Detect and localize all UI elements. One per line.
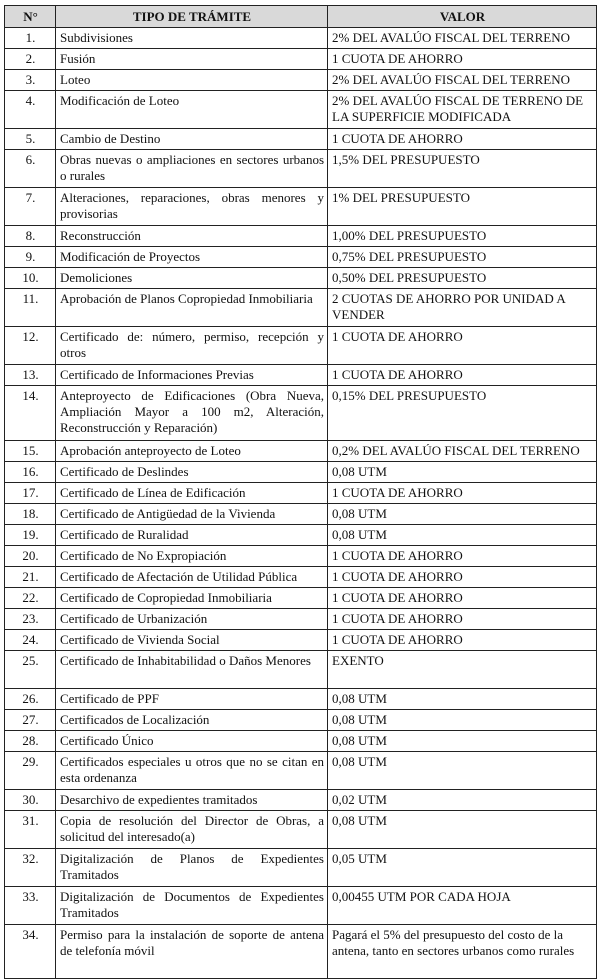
row-valor: 0,08 UTM	[328, 689, 597, 710]
row-number: 26.	[5, 689, 56, 710]
table-row	[5, 49, 597, 70]
table-row	[5, 91, 597, 129]
row-tipo-tramite: Modificación de Proyectos	[56, 247, 328, 268]
row-valor: 2% DEL AVALÚO FISCAL DEL TERRENO	[328, 28, 597, 49]
row-tipo-tramite: Certificado de Copropiedad Inmobiliaria	[56, 588, 328, 609]
row-number: 33.	[5, 887, 56, 925]
row-number: 12.	[5, 327, 56, 365]
table-row	[5, 731, 597, 752]
row-number: 3.	[5, 70, 56, 91]
row-number: 23.	[5, 609, 56, 630]
table-row	[5, 247, 597, 268]
row-number: 5.	[5, 129, 56, 150]
row-valor: 1,00% DEL PRESUPUESTO	[328, 226, 597, 247]
row-valor: 1 CUOTA DE AHORRO	[328, 567, 597, 588]
table-row	[5, 790, 597, 811]
row-number: 25.	[5, 651, 56, 689]
table-row	[5, 289, 597, 327]
row-valor: 0,08 UTM	[328, 504, 597, 525]
row-tipo-tramite: Certificado de Inhabitabilidad o Daños Menores	[56, 651, 328, 689]
table-row	[5, 365, 597, 386]
table-row	[5, 28, 597, 49]
table-row	[5, 710, 597, 731]
row-number: 14.	[5, 386, 56, 441]
table-row	[5, 226, 597, 247]
table-body	[5, 28, 597, 979]
table-row	[5, 752, 597, 790]
row-number: 30.	[5, 790, 56, 811]
table-row	[5, 268, 597, 289]
row-valor: 1,5% DEL PRESUPUESTO	[328, 150, 597, 188]
table-row	[5, 546, 597, 567]
row-tipo-tramite: Copia de resolución del Director de Obras, a solicitud del interesado(a)	[56, 811, 328, 849]
row-number: 9.	[5, 247, 56, 268]
row-tipo-tramite: Certificado de PPF	[56, 689, 328, 710]
table-row	[5, 567, 597, 588]
column-header-num: N°	[5, 6, 56, 28]
table-row	[5, 441, 597, 462]
row-valor: 1 CUOTA DE AHORRO	[328, 588, 597, 609]
table-row	[5, 504, 597, 525]
row-number: 16.	[5, 462, 56, 483]
row-number: 31.	[5, 811, 56, 849]
row-valor: 0,15% DEL PRESUPUESTO	[328, 386, 597, 441]
row-number: 28.	[5, 731, 56, 752]
row-valor: 0,08 UTM	[328, 525, 597, 546]
row-number: 6.	[5, 150, 56, 188]
row-tipo-tramite: Aprobación anteproyecto de Loteo	[56, 441, 328, 462]
row-number: 2.	[5, 49, 56, 70]
column-header-valor: VALOR	[328, 6, 597, 28]
table-row	[5, 849, 597, 887]
table-row	[5, 651, 597, 689]
fees-table	[4, 5, 597, 979]
table-row	[5, 630, 597, 651]
table-row	[5, 386, 597, 441]
row-number: 34.	[5, 925, 56, 979]
row-tipo-tramite: Modificación de Loteo	[56, 91, 328, 129]
header-row	[5, 6, 597, 28]
row-valor: 1 CUOTA DE AHORRO	[328, 609, 597, 630]
row-valor: Pagará el 5% del presupuesto del costo de la antena, tanto en sectores urbanos como rurales	[328, 925, 597, 979]
row-tipo-tramite: Loteo	[56, 70, 328, 91]
row-tipo-tramite: Subdivisiones	[56, 28, 328, 49]
row-valor: 2% DEL AVALÚO FISCAL DEL TERRENO	[328, 70, 597, 91]
row-tipo-tramite: Desarchivo de expedientes tramitados	[56, 790, 328, 811]
row-valor: 1 CUOTA DE AHORRO	[328, 546, 597, 567]
row-number: 10.	[5, 268, 56, 289]
table-row	[5, 925, 597, 979]
row-number: 20.	[5, 546, 56, 567]
row-valor: 2% DEL AVALÚO FISCAL DE TERRENO DE LA SUPERFICIE MODIFICADA	[328, 91, 597, 129]
row-number: 19.	[5, 525, 56, 546]
row-tipo-tramite: Certificado de Línea de Edificación	[56, 483, 328, 504]
table-row	[5, 811, 597, 849]
row-tipo-tramite: Cambio de Destino	[56, 129, 328, 150]
row-number: 18.	[5, 504, 56, 525]
row-valor: 0,50% DEL PRESUPUESTO	[328, 268, 597, 289]
row-tipo-tramite: Obras nuevas o ampliaciones en sectores urbanos o rurales	[56, 150, 328, 188]
row-valor: 1 CUOTA DE AHORRO	[328, 49, 597, 70]
row-valor: 0,75% DEL PRESUPUESTO	[328, 247, 597, 268]
row-number: 11.	[5, 289, 56, 327]
row-tipo-tramite: Aprobación de Planos Copropiedad Inmobiliaria	[56, 289, 328, 327]
table-row	[5, 129, 597, 150]
row-number: 17.	[5, 483, 56, 504]
row-valor: 1 CUOTA DE AHORRO	[328, 630, 597, 651]
table-row	[5, 588, 597, 609]
row-valor: 1 CUOTA DE AHORRO	[328, 327, 597, 365]
table-row	[5, 70, 597, 91]
table-row	[5, 188, 597, 226]
table-row	[5, 689, 597, 710]
row-valor: 1% DEL PRESUPUESTO	[328, 188, 597, 226]
row-tipo-tramite: Digitalización de Documentos de Expedientes Tramitados	[56, 887, 328, 925]
row-number: 24.	[5, 630, 56, 651]
row-tipo-tramite: Certificado Único	[56, 731, 328, 752]
row-tipo-tramite: Certificado de Ruralidad	[56, 525, 328, 546]
row-valor: 0,08 UTM	[328, 710, 597, 731]
row-valor: 0,05 UTM	[328, 849, 597, 887]
table-row	[5, 609, 597, 630]
row-number: 32.	[5, 849, 56, 887]
row-valor: EXENTO	[328, 651, 597, 689]
row-valor: 0,00455 UTM POR CADA HOJA	[328, 887, 597, 925]
row-tipo-tramite: Certificado de Urbanización	[56, 609, 328, 630]
table-row	[5, 150, 597, 188]
row-valor: 0,08 UTM	[328, 752, 597, 790]
row-number: 29.	[5, 752, 56, 790]
table-row	[5, 525, 597, 546]
row-tipo-tramite: Demoliciones	[56, 268, 328, 289]
row-number: 13.	[5, 365, 56, 386]
row-number: 7.	[5, 188, 56, 226]
row-tipo-tramite: Certificado de Vivienda Social	[56, 630, 328, 651]
row-valor: 0,02 UTM	[328, 790, 597, 811]
row-tipo-tramite: Certificado de Antigüedad de la Vivienda	[56, 504, 328, 525]
table-row	[5, 327, 597, 365]
row-number: 27.	[5, 710, 56, 731]
row-number: 4.	[5, 91, 56, 129]
table-row	[5, 887, 597, 925]
row-valor: 1 CUOTA DE AHORRO	[328, 483, 597, 504]
row-tipo-tramite: Reconstrucción	[56, 226, 328, 247]
row-valor: 2 CUOTAS DE AHORRO POR UNIDAD A VENDER	[328, 289, 597, 327]
row-valor: 0,2% DEL AVALÚO FISCAL DEL TERRENO	[328, 441, 597, 462]
row-tipo-tramite: Digitalización de Planos de Expedientes Tramitados	[56, 849, 328, 887]
row-tipo-tramite: Certificados especiales u otros que no se citan en esta ordenanza	[56, 752, 328, 790]
row-valor: 1 CUOTA DE AHORRO	[328, 365, 597, 386]
row-number: 1.	[5, 28, 56, 49]
row-tipo-tramite: Certificado de Informaciones Previas	[56, 365, 328, 386]
column-header-tipo: TIPO DE TRÁMITE	[56, 6, 328, 28]
table-row	[5, 483, 597, 504]
row-number: 22.	[5, 588, 56, 609]
row-valor: 0,08 UTM	[328, 811, 597, 849]
row-tipo-tramite: Certificado de: número, permiso, recepción y otros	[56, 327, 328, 365]
row-valor: 0,08 UTM	[328, 731, 597, 752]
row-number: 15.	[5, 441, 56, 462]
row-valor: 1 CUOTA DE AHORRO	[328, 129, 597, 150]
row-number: 8.	[5, 226, 56, 247]
row-tipo-tramite: Certificado de Afectación de Utilidad Pública	[56, 567, 328, 588]
row-tipo-tramite: Certificado de No Expropiación	[56, 546, 328, 567]
row-tipo-tramite: Fusión	[56, 49, 328, 70]
row-tipo-tramite: Certificado de Deslindes	[56, 462, 328, 483]
row-tipo-tramite: Alteraciones, reparaciones, obras menores y provisorias	[56, 188, 328, 226]
row-valor: 0,08 UTM	[328, 462, 597, 483]
row-tipo-tramite: Anteproyecto de Edificaciones (Obra Nueva, Ampliación Mayor a 100 m2, Alteración, Reconstrucción y Reparación)	[56, 386, 328, 441]
row-tipo-tramite: Certificados de Localización	[56, 710, 328, 731]
row-number: 21.	[5, 567, 56, 588]
row-tipo-tramite: Permiso para la instalación de soporte de antena de telefonía móvil	[56, 925, 328, 979]
table-row	[5, 462, 597, 483]
